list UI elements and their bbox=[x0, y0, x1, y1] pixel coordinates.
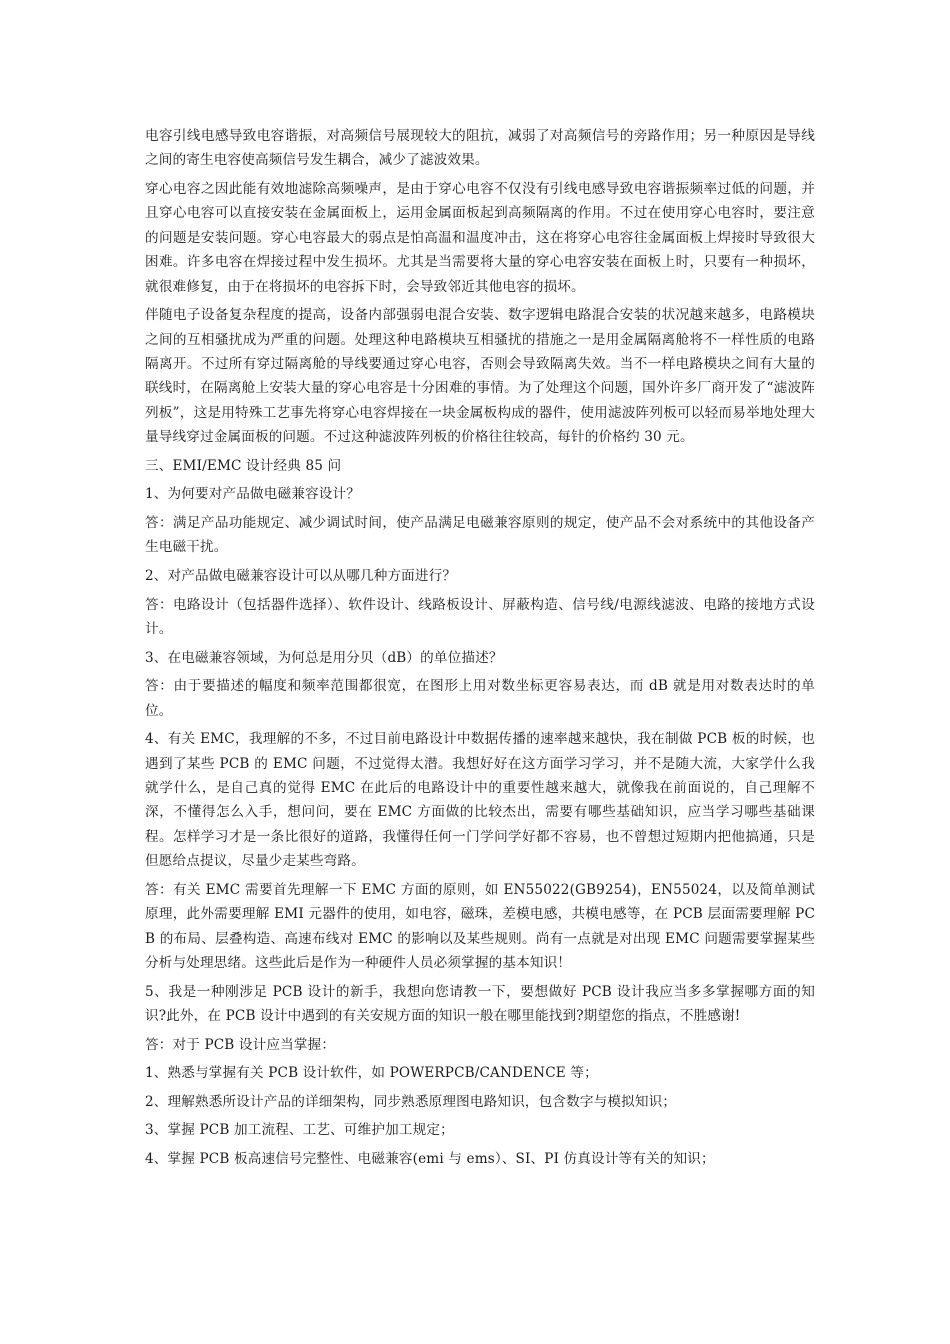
paragraph-filter-array-board: 伴随电子设备复杂程度的提高，设备内部强弱电混合安装、数字逻辑电路混合安装的状况越来越多，电路模块之间的互相骚扰成为严重的问题。处理这种电路模块互相骚扰的措施之一是用金属隔离舱将不一样性质的电路隔离开。不过所有穿过隔离舱的导线要通过穿心电容，否则会导致隔离失效。当不一样电路模块之间有大量的联线时，在隔离舱上安装大量的穿心电容是十分困难的事情。为了处理这个问题，国外许多厂商开发了“滤波阵列板”，这是用特殊工艺事先将穿心电容焊接在一块金属板构成的器件，使用滤波阵列板可以轻而易举地处理大量导线穿过金属面板的问题。不过这种滤波阵列板的价格往往较高，每针的价格约 30 元。 bbox=[145, 307, 815, 446]
question-4: 4、有关 EMC，我理解的不多，不过目前电路设计中数据传播的速率越来越快，我在制做 PCB 板的时候，也遇到了某些 PCB 的 EMC 问题，不过觉得太潜。我想好好在这方面学习学习，并不是随大流，大家学什么我就学什么，是自己真的觉得 EMC 在此后的电路设计中的重要性越来越大，就像我在前面说的，自己理解不深，不懂得怎么入手，想问问，要在 EMC 方面做的比较杰出，需要有哪些基础知识，应当学习哪些基础课程。怎样学习才是一条比很好的道路，我懂得任何一门学问学好都不容易，也不曾想过短期内把他搞通，只是但愿给点提议，尽量少走某些弯路。 bbox=[145, 731, 815, 870]
document-body bbox=[145, 124, 815, 1176]
answer-1: 答：满足产品功能规定、减少调试时间，使产品满足电磁兼容原则的规定，使产品不会对系统中的其他设备产生电磁干扰。 bbox=[145, 515, 815, 556]
answer-5-item-1: 1、熟悉与掌握有关 PCB 设计软件，如 POWERPCB/CANDENCE 等； bbox=[145, 1065, 598, 1082]
paragraph-feedthrough-capacitor-advantage: 穿心电容之因此能有效地滤除高频噪声，是由于穿心电容不仅没有引线电感导致电容谐振频率过低的问题，并且穿心电容可以直接安装在金属面板上，运用金属面板起到高频隔离的作用。不过在使用穿心电容时，要注意的问题是安装问题。穿心电容最大的弱点是怕高温和温度冲击，这在将穿心电容往金属面板上焊接时导致很大困难。许多电容在焊接过程中发生损坏。尤其是当需要将大量的穿心电容安装在面板上时，只要有一种损坏，就很难修复，由于在将损坏的电容拆下时，会导致邻近其他电容的损坏。 bbox=[145, 181, 815, 295]
answer-4: 答：有关 EMC 需要首先理解一下 EMC 方面的原则，如 EN55022(GB9254)，EN55024，以及简单测试原理，此外需要理解 EMI 元器件的使用，如电容，磁珠，差模电感，共模电感等，在 PCB 层面需要理解 PCB 的布局、层叠构造、高速布线对 EMC 的影响以及某些规则。尚有一点就是对出现 EMC 问题需要掌握某些分析与处理思绪。这些此后是作为一种硬件人员必须掌握的基本知识！ bbox=[145, 881, 815, 972]
question-1: 1、为何要对产品做电磁兼容设计？ bbox=[145, 486, 360, 503]
paragraph-feedthrough-capacitor-lead: 电容引线电感导致电容谐振，对高频信号展现较大的阻抗，减弱了对高频信号的旁路作用；另一种原因是导线之间的寄生电容使高频信号发生耦合，减少了滤波效果。 bbox=[145, 128, 815, 169]
answer-5-item-3: 3、掌握 PCB 加工流程、工艺、可维护加工规定； bbox=[145, 1122, 454, 1139]
answer-5-intro: 答：对于 PCB 设计应当掌握： bbox=[145, 1036, 336, 1053]
answer-5-item-4: 4、掌握 PCB 板高速信号完整性、电磁兼容(emi 与 ems）、SI、PI 仿真设计等有关的知识； bbox=[145, 1151, 715, 1168]
answer-5-item-2: 2、理解熟悉所设计产品的详细架构，同步熟悉原理图电路知识，包含数字与模拟知识； bbox=[145, 1093, 677, 1110]
question-3: 3、在电磁兼容领域，为何总是用分贝（dB）的单位描述？ bbox=[145, 649, 503, 666]
section-heading: 三、EMI/EMC 设计经典 85 问 bbox=[145, 457, 342, 474]
answer-3: 答：由于要描述的幅度和频率范围都很宽，在图形上用对数坐标更容易表达，而 dB 就是用对数表达时的单位。 bbox=[145, 678, 815, 719]
answer-2: 答：电路设计（包括器件选择）、软件设计、线路板设计、屏蔽构造、信号线/电源线滤波、电路的接地方式设计。 bbox=[145, 596, 815, 638]
question-2: 2、对产品做电磁兼容设计可以从哪几种方面进行？ bbox=[145, 568, 457, 585]
question-5: 5、我是一种刚涉足 PCB 设计的新手，我想向您请教一下，要想做好 PCB 设计我应当多多掌握哪方面的知识?此外，在 PCB 设计中遇到的有关安规方面的知识一般在哪里能找到?期望您的指点，不胜感谢! bbox=[145, 983, 815, 1025]
